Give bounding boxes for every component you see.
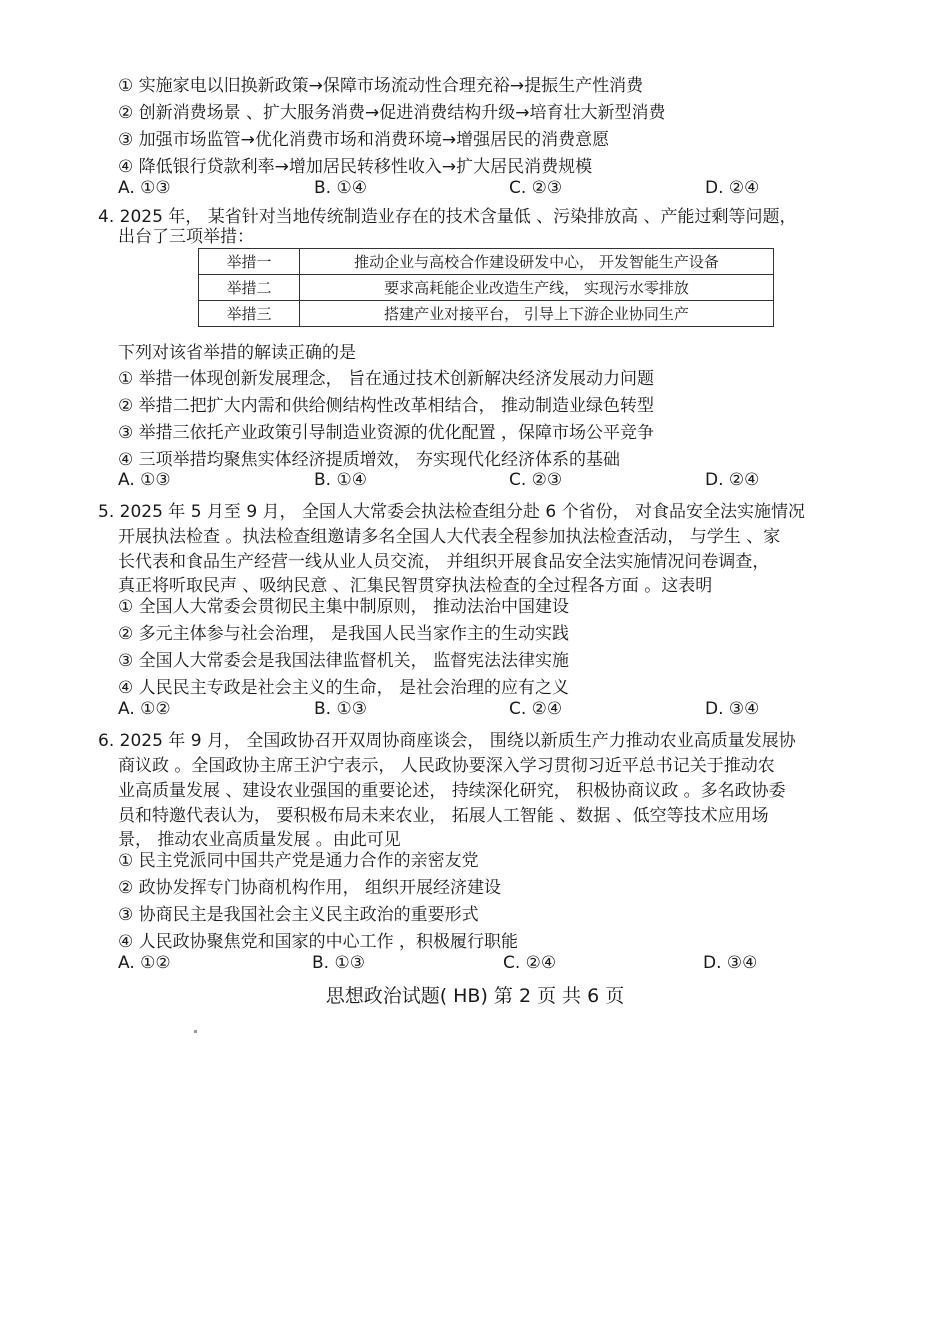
q4-stem-line-1: 4. 2025 年， 某省针对当地传统制造业存在的技术含量低 、污染排放高 、产能过剩等问题， xyxy=(98,207,797,227)
q4-question: 下列对该省举措的解读正确的是 xyxy=(118,343,356,363)
table-row xyxy=(199,249,774,275)
q5-option-d: D. ③④ xyxy=(705,699,760,719)
q5-option-a: A. ①② xyxy=(118,699,171,719)
q5-stem-line-4: 真正将听取民声 、吸纳民意 、汇集民智贯穿执法检查的全过程各方面 。这表明 xyxy=(118,576,713,596)
q6-stem-line-2: 商议政 。全国政协主席王沪宁表示， 人民政协要深入学习贯彻习近平总书记关于推动农 xyxy=(118,756,775,776)
q3-option-a: A. ①③ xyxy=(118,178,171,198)
q5-option-c: C. ②④ xyxy=(509,699,563,719)
q6-option-a: A. ①② xyxy=(118,953,171,973)
q6-stem-line-3: 业高质量发展 、建设农业强国的重要论述， 持续深化研究， 积极协商议政 。多名政协委 xyxy=(118,781,786,801)
q3-option-b: B. ①④ xyxy=(314,178,367,198)
q6-item-4: ④ 人民政协聚焦党和国家的中心工作 ，积极履行职能 xyxy=(118,932,519,952)
q4-option-a: A. ①③ xyxy=(118,470,171,490)
q3-item-1: ① 实施家电以旧换新政策→保障市场流动性合理充裕→提振生产性消费 xyxy=(118,76,644,96)
q5-item-3: ③ 全国人大常委会是我国法律监督机关， 监督宪法法律实施 xyxy=(118,651,570,671)
table-cell-name: 举措一 xyxy=(199,249,300,275)
table-cell-content: 推动企业与高校合作建设研发中心， 开发智能生产设备 xyxy=(300,249,774,275)
q3-item-3: ③ 加强市场监管→优化消费市场和消费环境→增强居民的消费意愿 xyxy=(118,130,610,150)
q5-stem-line-3: 长代表和食品生产经营一线从业人员交流， 并组织开展食品安全法实施情况问卷调查， xyxy=(118,552,770,572)
scan-dot xyxy=(194,1030,197,1033)
q6-item-2: ② 政协发挥专门协商机构作用， 组织开展经济建设 xyxy=(118,878,502,898)
q5-item-2: ② 多元主体参与社会治理， 是我国人民当家作主的生动实践 xyxy=(118,624,570,644)
q3-option-d: D. ②④ xyxy=(705,178,760,198)
q5-item-1: ① 全国人大常委会贯彻民主集中制原则， 推动法治中国建设 xyxy=(118,597,570,617)
q4-item-2: ② 举措二把扩大内需和供给侧结构性改革相结合， 推动制造业绿色转型 xyxy=(118,396,655,416)
q6-option-d: D. ③④ xyxy=(703,953,758,973)
q4-item-3: ③ 举措三依托产业政策引导制造业资源的优化配置 ，保障市场公平竞争 xyxy=(118,423,655,443)
table-cell-content: 搭建产业对接平台， 引导上下游企业协同生产 xyxy=(300,301,774,327)
q5-stem-line-2: 开展执法检查 。执法检查组邀请多名全国人大代表全程参加执法检查活动， 与学生 、家 xyxy=(118,527,781,547)
q5-option-b: B. ①③ xyxy=(314,699,367,719)
q6-option-b: B. ①③ xyxy=(312,953,365,973)
q4-item-4: ④ 三项举措均聚焦实体经济提质增效， 夯实现代化经济体系的基础 xyxy=(118,450,621,470)
q6-item-1: ① 民主党派同中国共产党是通力合作的亲密友党 xyxy=(118,851,479,871)
q5-stem-line-1: 5. 2025 年 5 月至 9 月， 全国人大常委会执法检查组分赴 6 个省份， 对食品安全法实施情况 xyxy=(98,502,805,522)
q3-item-2: ② 创新消费场景 、扩大服务消费→促进消费结构升级→培育壮大新型消费 xyxy=(118,103,666,123)
table-cell-content: 要求高耗能企业改造生产线， 实现污水零排放 xyxy=(300,275,774,301)
q3-option-c: C. ②③ xyxy=(509,178,563,198)
q6-item-3: ③ 协商民主是我国社会主义民主政治的重要形式 xyxy=(118,905,479,925)
q4-measures-table xyxy=(198,248,774,327)
table-cell-name: 举措二 xyxy=(199,275,300,301)
table-row xyxy=(199,301,774,327)
table-row xyxy=(199,275,774,301)
q6-option-c: C. ②④ xyxy=(503,953,557,973)
page-footer: 思想政治试题( HB) 第 2 页 共 6 页 xyxy=(325,985,625,1007)
q6-stem-line-4: 员和特邀代表认为， 要积极布局未来农业， 拓展人工智能 、数据 、低空等技术应用场 xyxy=(118,806,769,826)
q4-item-1: ① 举措一体现创新发展理念， 旨在通过技术创新解决经济发展动力问题 xyxy=(118,369,655,389)
q4-option-c: C. ②③ xyxy=(509,470,563,490)
q4-option-d: D. ②④ xyxy=(705,470,760,490)
q3-item-4: ④ 降低银行贷款利率→增加居民转移性收入→扩大居民消费规模 xyxy=(118,157,593,177)
q4-stem-line-2: 出台了三项举措： xyxy=(118,227,254,247)
q5-item-4: ④ 人民民主专政是社会主义的生命， 是社会治理的应有之义 xyxy=(118,678,570,698)
table-cell-name: 举措三 xyxy=(199,301,300,327)
q6-stem-line-1: 6. 2025 年 9 月， 全国政协召开双周协商座谈会， 围绕以新质生产力推动农业高质量发展协 xyxy=(98,731,796,751)
q6-stem-line-5: 景， 推动农业高质量发展 。由此可见 xyxy=(118,830,401,850)
q4-option-b: B. ①④ xyxy=(314,470,367,490)
